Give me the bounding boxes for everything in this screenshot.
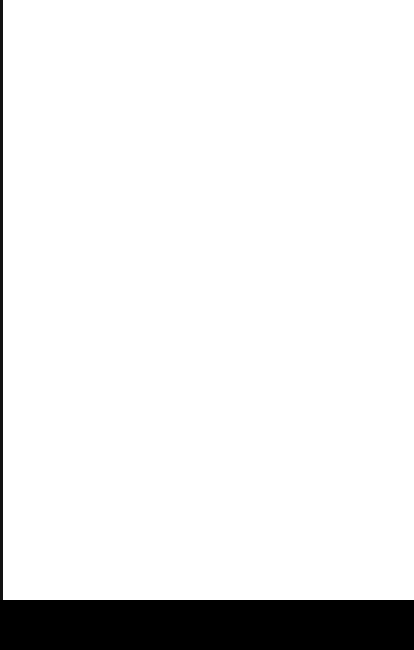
page-footer <box>16 574 408 588</box>
text-top-tier <box>16 20 408 278</box>
page-gutter-edge <box>0 0 3 600</box>
bottom-black-bar <box>0 600 414 650</box>
text-bottom-tier <box>16 318 408 568</box>
page-text-block <box>16 20 408 568</box>
